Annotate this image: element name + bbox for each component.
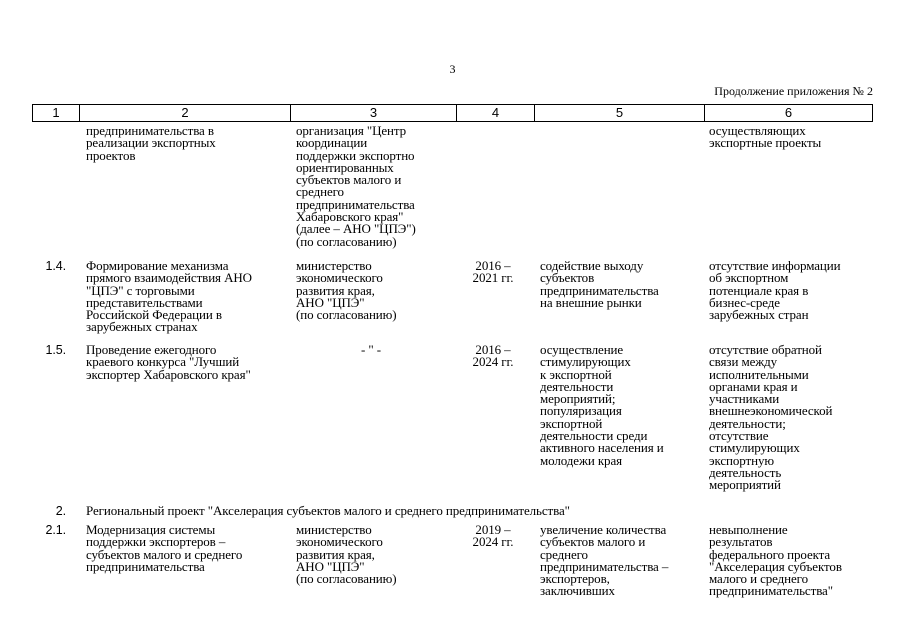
header-col-4: 4 (457, 105, 535, 121)
row-result-text: содействие выходу субъектов предпринимательства на внешние рынки (540, 258, 659, 310)
row-measure-text: Формирование механизма прямого взаимодействия АНО "ЦПЭ" с торговыми представительствами Российской Федерации в зарубежных странах (86, 258, 252, 335)
row-consequence-text: невыполнение результатов федерального проекта "Акселерация субъектов малого и среднего предпринимательства" (709, 522, 842, 599)
row-number: 1.5. (45, 343, 66, 357)
row-measure-text: Проведение ежегодного краевого конкурса "Лучший экспортер Хабаровского края" (86, 342, 251, 382)
page-number: 3 (449, 62, 456, 76)
row-consequence-text: отсутствие информации об экспортном потенциале края в бизнес-среде зарубежных стран (709, 258, 841, 323)
row-result-text: осуществление стимулирующих к экспортной деятельности мероприятий; популяризация экспортной деятельности среди активного населения и молодежи края (540, 342, 664, 468)
header-col-1: 1 (33, 105, 80, 121)
row-measure-text: предпринимательства в реализации экспортных проектов (86, 123, 216, 163)
row-period-text: 2016 – 2021 гг. (472, 258, 514, 286)
header-col-5: 5 (535, 105, 705, 121)
header-col-6: 6 (784, 105, 793, 120)
row-measure-text: Модернизация системы поддержки экспортеров – субъектов малого и среднего предпринимательства (86, 522, 243, 574)
header-col-2: 2 (80, 105, 291, 121)
appendix-continuation-label: Продолжение приложения № 2 (714, 84, 873, 98)
row-number: 2. (55, 504, 66, 518)
row-executor-text: организация "Центр координации поддержки экспортно ориентированных субъектов малого и среднего предпринимательства Хабаровского края" (далее – АНО "ЦПЭ") (по согласованию) (296, 123, 416, 249)
row-executor-text: - " - (361, 342, 381, 357)
row-executor-text: министерство экономического развития края, АНО "ЦПЭ" (по согласованию) (296, 258, 397, 323)
row-number: 1.4. (45, 259, 66, 273)
table-header-row (32, 104, 873, 122)
row-result-text: увеличение количества субъектов малого и среднего предпринимательства – экспортеров, заключивших (540, 522, 669, 599)
section-heading: Региональный проект "Акселерация субъектов малого и среднего предпринимательства" (86, 503, 570, 518)
header-col-3: 3 (291, 105, 457, 121)
row-executor-text: министерство экономического развития края, АНО "ЦПЭ" (по согласованию) (296, 522, 397, 587)
row-number: 2.1. (45, 523, 66, 537)
row-period-text: 2019 – 2024 гг. (472, 522, 514, 550)
row-consequence-text: отсутствие обратной связи между исполнительными органами края и участниками внешнеэкономической деятельности; отсутствие стимулирующих экспортную деятельность мероприятий (709, 342, 833, 493)
row-consequence-text: осуществляющих экспортные проекты (709, 123, 822, 151)
row-period-text: 2016 – 2024 гг. (472, 342, 514, 370)
